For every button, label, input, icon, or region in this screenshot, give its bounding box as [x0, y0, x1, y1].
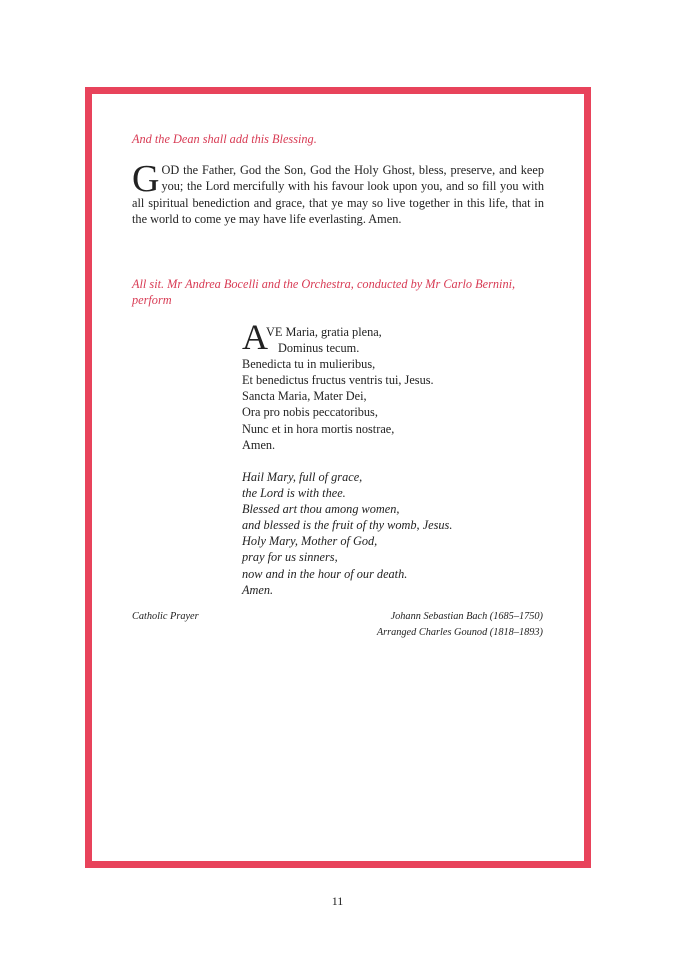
english-line: Hail Mary, full of grace,: [242, 470, 363, 484]
latin-line: Nunc et in hora mortis nostrae,: [242, 421, 395, 436]
latin-line: Benedicta tu in mulieribus,: [242, 357, 376, 372]
english-line: the Lord is with thee.: [242, 486, 346, 501]
latin-verse: [242, 317, 434, 453]
blessing-paragraph: [132, 158, 544, 227]
latin-line: Amen.: [242, 437, 276, 452]
rubric-perform: [132, 276, 515, 308]
latin-line: Dominus tecum.: [278, 341, 360, 356]
credit-composer: [377, 609, 543, 641]
english-line: now and in the hour of our death.: [242, 566, 408, 581]
credit-text-source: Catholic Prayer: [132, 611, 199, 622]
credit-composer-line-1: Johann Sebastian Bach (1685–1750): [390, 611, 543, 622]
english-line: pray for us sinners,: [242, 550, 338, 565]
english-line: and blessed is the fruit of thy womb, Jesus.: [242, 518, 453, 533]
latin-dropcap: A: [242, 317, 268, 357]
latin-line: Sancta Maria, Mater Dei,: [242, 389, 367, 404]
english-line: Blessed art thou among women,: [242, 502, 400, 517]
rubric-perform-line-1: All sit. Mr Andrea Bocelli and the Orchestra, conducted by Mr Carlo Bernini,: [132, 277, 516, 291]
blessing-text: OD the Father, God the Son, God the Holy Ghost, bless, preserve, and keep you; the Lord mercifully with his favour look upon you, and so fill you with all spiritual benediction and grace, that ye may so live together in this life, that in the world to come ye may have life everlasting. Amen.: [132, 163, 544, 226]
rubric-blessing: And the Dean shall add this Blessing.: [132, 132, 317, 146]
page-number: 11: [331, 894, 344, 908]
english-verse: [242, 469, 452, 598]
latin-line: Et benedictus fructus ventris tui, Jesus.: [242, 373, 434, 388]
english-line: Amen.: [242, 582, 274, 597]
latin-line: Ora pro nobis peccatoribus,: [242, 405, 378, 420]
rubric-perform-line-2: perform: [132, 293, 172, 307]
latin-line-text: VE Maria, gratia plena,: [266, 325, 382, 339]
blessing-dropcap: G: [132, 158, 160, 200]
credit-composer-line-2: Arranged Charles Gounod (1818–1893): [376, 627, 543, 638]
english-line: Holy Mary, Mother of God,: [242, 534, 378, 549]
